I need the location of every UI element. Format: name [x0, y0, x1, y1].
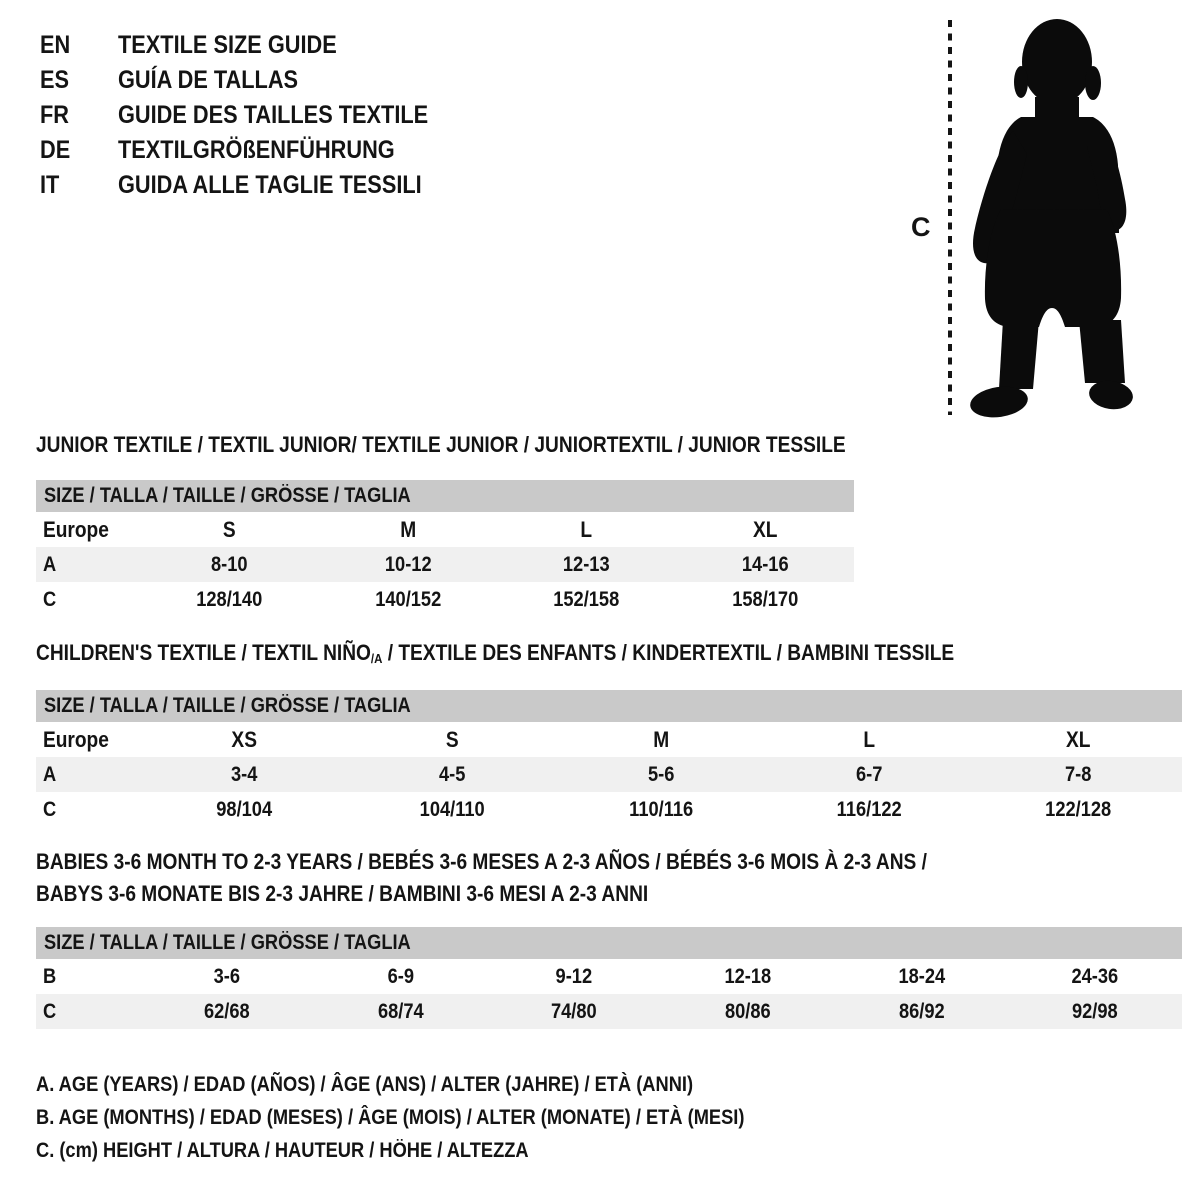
row-label: Europe [42, 726, 109, 752]
babies-size-table [36, 927, 1182, 1029]
childrens-section-title [36, 641, 1033, 668]
cell: S [446, 726, 459, 752]
language-title: GUÍA DE TALLAS [118, 66, 299, 94]
toddler-silhouette-icon [935, 15, 1140, 420]
childrens-title-sub: /A [370, 651, 383, 666]
childrens-size-table [36, 690, 1182, 827]
cell: 5-6 [647, 762, 675, 786]
cell: 12-13 [562, 552, 610, 576]
size-header-text: SIZE / TALLA / TAILLE / GRÖSSE / TAGLIA [44, 931, 411, 954]
cell: 128/140 [196, 587, 263, 611]
childrens-textile-section [36, 641, 1182, 827]
cell: 3-6 [213, 964, 241, 988]
cell: 140/152 [374, 587, 441, 611]
row-label: C [42, 797, 57, 821]
cell: 6-9 [387, 964, 414, 988]
size-header-text: SIZE / TALLA / TAILLE / GRÖSSE / TAGLIA [44, 484, 411, 507]
cell: M [399, 516, 416, 542]
cell: 8-10 [210, 552, 248, 576]
cell: 122/128 [1044, 797, 1111, 821]
cell: XL [752, 516, 777, 542]
toddler-body [968, 19, 1135, 420]
row-label: B [42, 964, 57, 988]
cell: 6-7 [856, 762, 883, 786]
cell: S [222, 516, 236, 542]
cell: 4-5 [439, 762, 466, 786]
language-row [40, 168, 475, 203]
legend-line-c: C. (cm) HEIGHT / ALTURA / HAUTEUR / HÖHE / ALTEZZA [36, 1139, 529, 1162]
table-row [36, 582, 854, 617]
language-code: FR [40, 101, 69, 129]
cell: 74/80 [551, 999, 598, 1023]
table-row [36, 512, 854, 547]
cell: 18-24 [898, 964, 945, 988]
cell: M [653, 726, 669, 752]
language-row [40, 28, 475, 63]
language-code: EN [40, 31, 71, 59]
cell: 104/110 [420, 797, 486, 821]
cell: 98/104 [216, 797, 273, 821]
cell: 92/98 [1072, 999, 1119, 1023]
babies-textile-section [36, 846, 1182, 1029]
size-header-bar [36, 927, 1182, 959]
cell: 12-18 [724, 964, 772, 988]
table-row [36, 722, 1182, 757]
row-label: A [42, 762, 57, 786]
language-code: DE [40, 136, 71, 164]
cell: 14-16 [741, 552, 789, 576]
junior-size-table [36, 480, 854, 617]
language-row [40, 133, 475, 168]
language-title: GUIDE DES TAILLES TEXTILE [118, 101, 429, 129]
legend-line-a: A. AGE (YEARS) / EDAD (AÑOS) / ÂGE (ANS) / ALTER (JAHRE) / ETÀ (ANNI) [36, 1073, 694, 1096]
cell: L [863, 726, 876, 752]
childrens-title-post: / TEXTILE DES ENFANTS / KINDERTEXTIL / BAMBINI TESSILE [382, 640, 955, 665]
height-figure [905, 10, 1200, 425]
cell: 24-36 [1071, 964, 1119, 988]
cell: XS [231, 726, 257, 752]
babies-section-title [36, 846, 1182, 910]
row-label: A [42, 552, 57, 576]
language-code: IT [40, 171, 60, 199]
language-title: GUIDA ALLE TAGLIE TESSILI [118, 171, 422, 199]
cell: 9-12 [555, 964, 593, 988]
junior-textile-section [36, 433, 854, 617]
table-row [36, 994, 1182, 1029]
size-header-bar [36, 480, 854, 512]
size-header-text: SIZE / TALLA / TAILLE / GRÖSSE / TAGLIA [44, 694, 411, 717]
measure-c-label: C [911, 212, 931, 242]
row-label: C [42, 587, 57, 611]
legend [36, 1068, 850, 1167]
language-title: TEXTILE SIZE GUIDE [118, 31, 337, 59]
size-header-bar [36, 690, 1182, 722]
table-row [36, 792, 1182, 827]
row-label: Europe [42, 516, 109, 542]
cell: L [580, 516, 593, 542]
cell: 110/116 [628, 797, 693, 821]
cell: 80/86 [724, 999, 771, 1023]
language-row [40, 63, 475, 98]
table-row [36, 547, 854, 582]
childrens-title-pre: CHILDREN'S TEXTILE / TEXTIL NIÑO [36, 640, 371, 665]
cell: XL [1065, 726, 1091, 752]
table-row [36, 757, 1182, 792]
cell: 10-12 [384, 552, 432, 576]
cell: 3-4 [230, 762, 258, 786]
cell: 68/74 [377, 999, 424, 1023]
cell: 86/92 [898, 999, 945, 1023]
table-row [36, 959, 1182, 994]
cell: 62/68 [203, 999, 250, 1023]
cell: 7-8 [1064, 762, 1091, 786]
babies-title-line1: BABIES 3-6 MONTH TO 2-3 YEARS / BEBÉS 3-6 MESES A 2-3 AÑOS / BÉBÉS 3-6 MOIS À 2-3 ANS / [36, 849, 927, 874]
language-code: ES [40, 66, 70, 94]
cell: 158/170 [731, 587, 798, 611]
cell: 152/158 [553, 587, 620, 611]
babies-title-line2: BABYS 3-6 MONATE BIS 2-3 JAHRE / BAMBINI 3-6 MESI A 2-3 ANNI [36, 881, 649, 906]
language-row [40, 98, 475, 133]
row-label: C [42, 999, 57, 1023]
cell: 116/122 [836, 797, 902, 821]
legend-line-b: B. AGE (MONTHS) / EDAD (MESES) / ÂGE (MOIS) / ALTER (MONATE) / ETÀ (MESI) [36, 1106, 745, 1129]
junior-section-title: JUNIOR TEXTILE / TEXTIL JUNIOR/ TEXTILE JUNIOR / JUNIORTEXTIL / JUNIOR TESSILE [36, 432, 846, 457]
language-list [40, 28, 475, 203]
language-title: TEXTILGRÖßENFÜHRUNG [118, 136, 395, 164]
